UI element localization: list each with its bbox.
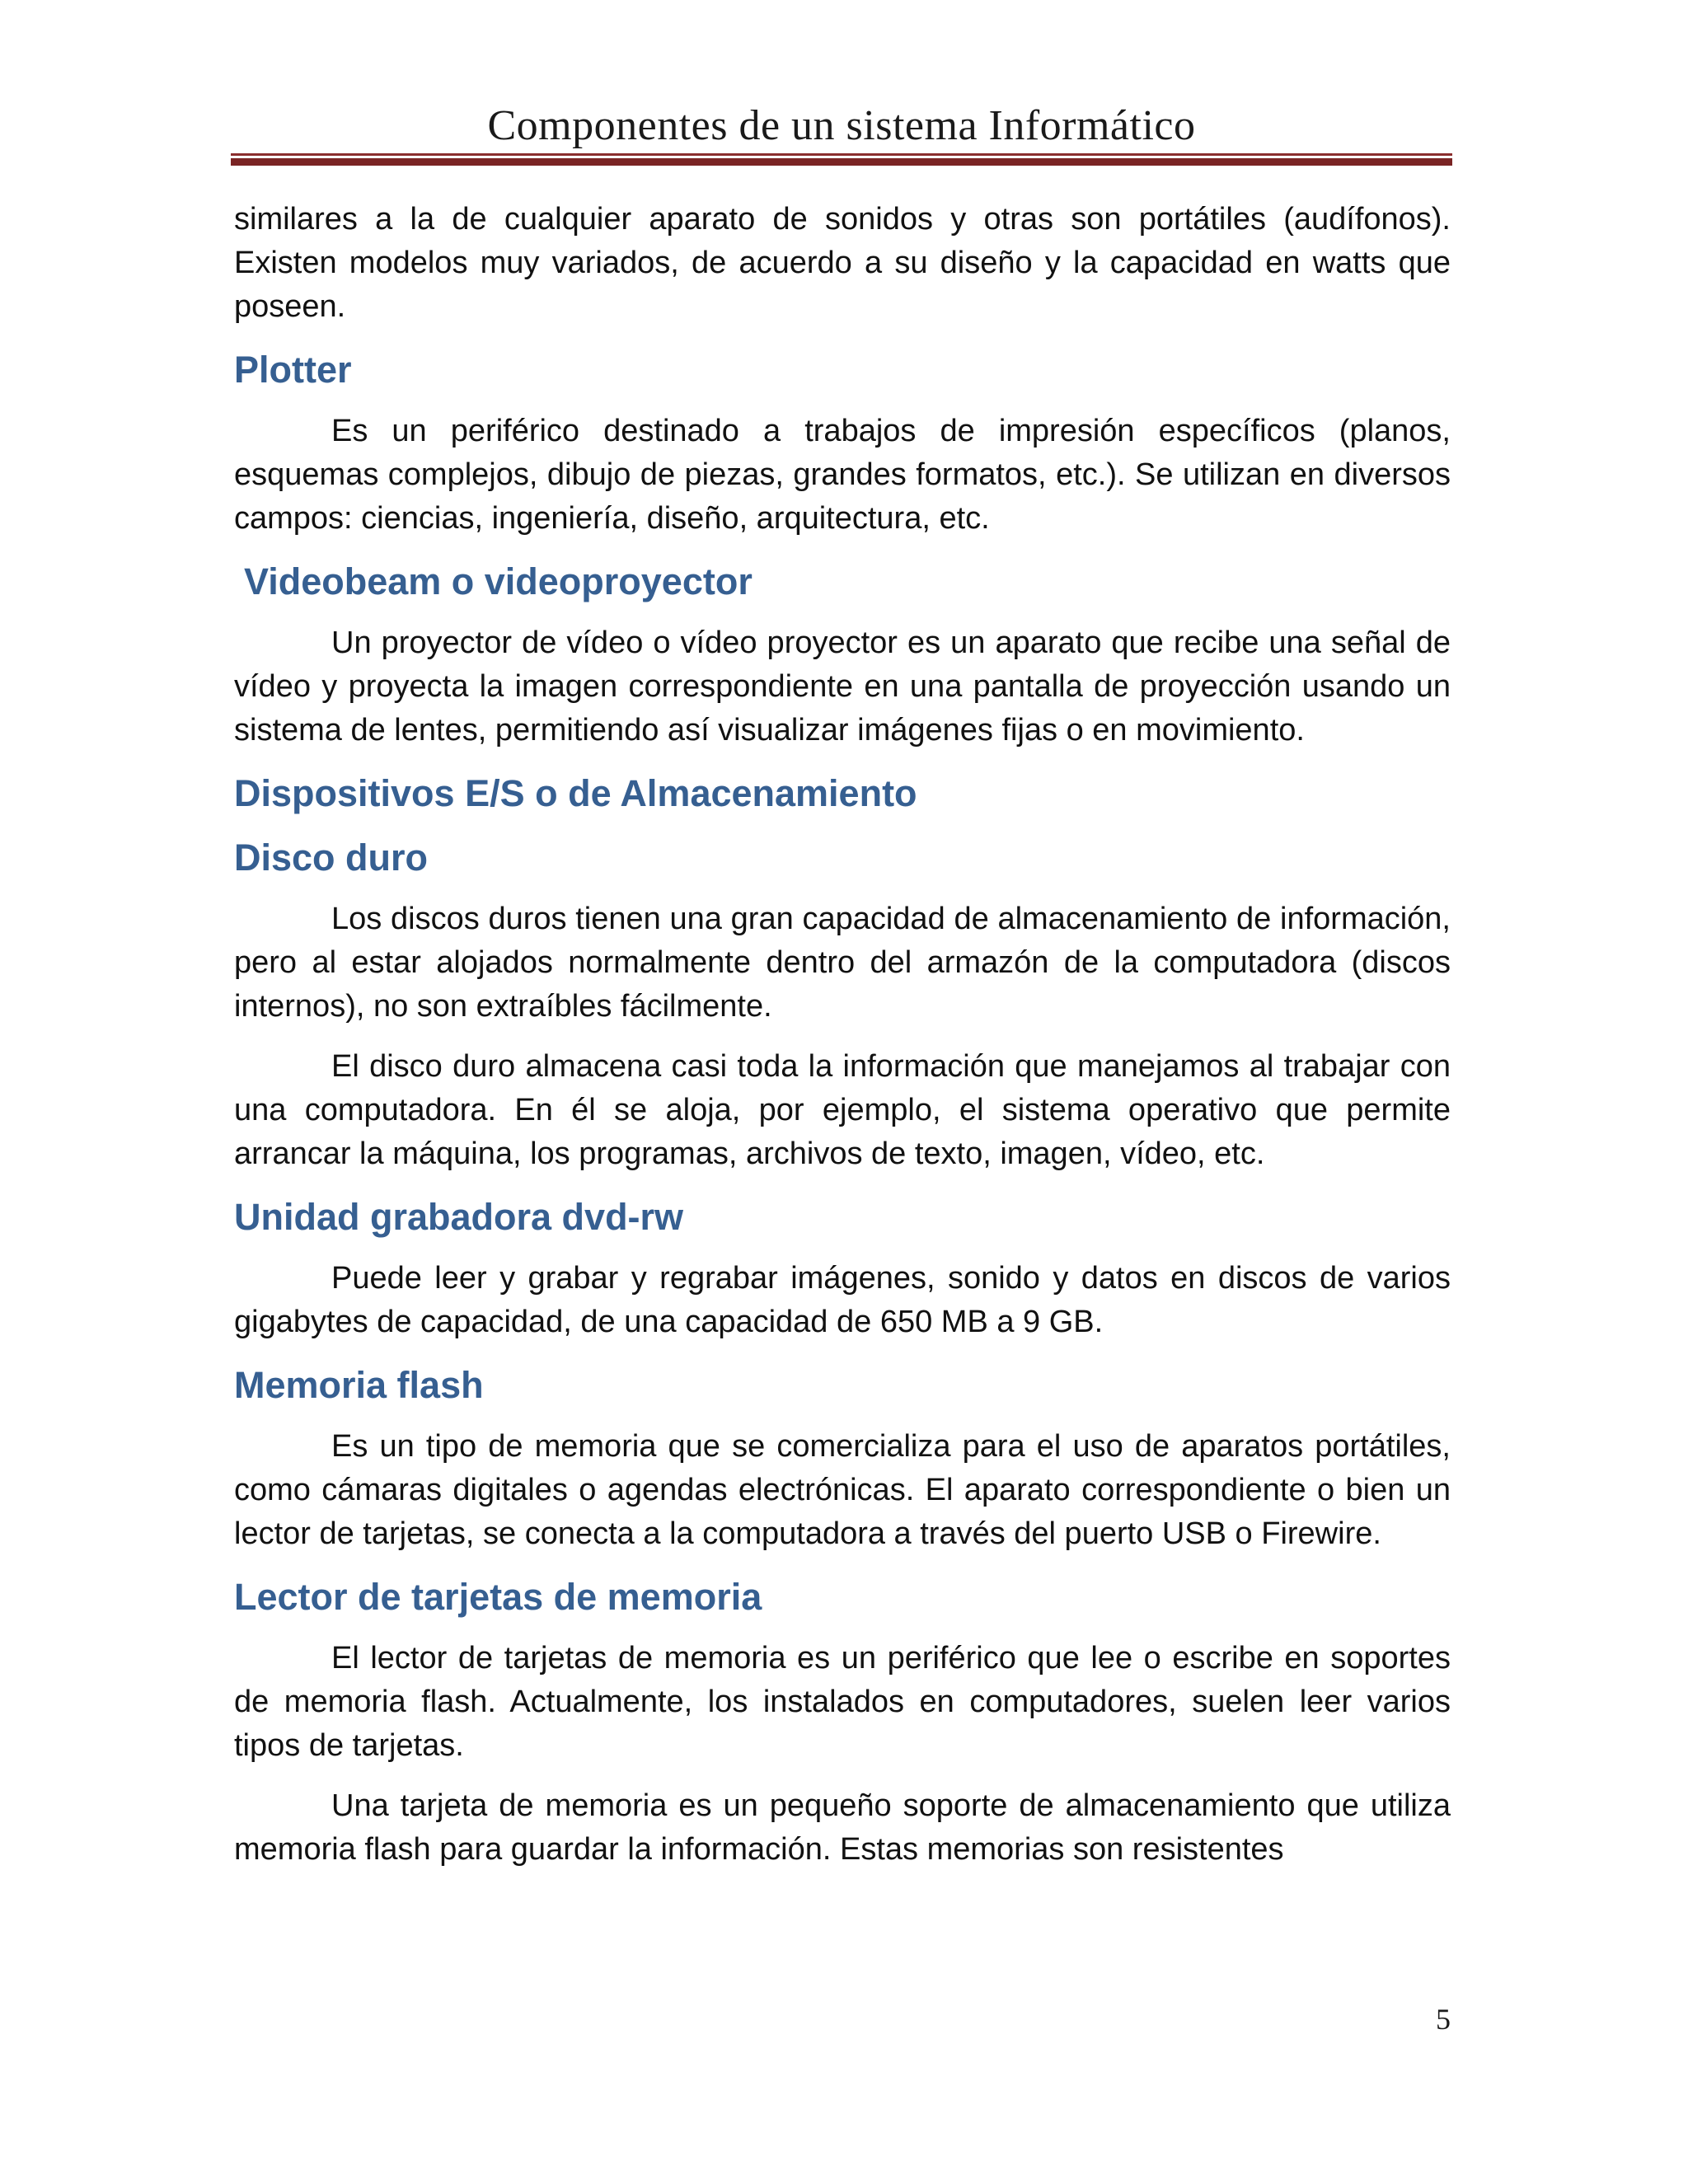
running-header-title: Componentes de un sistema Informático bbox=[487, 102, 1196, 149]
section-heading-card-reader: Lector de tarjetas de memoria bbox=[234, 1576, 762, 1618]
section-heading-storage: Dispositivos E/S o de Almacenamiento bbox=[234, 772, 917, 814]
plotter-paragraph: Es un periférico destinado a trabajos de impresión específicos (planos, esquemas complejos, dibujo de piezas, grandes formatos, etc.). Se utilizan en diversos campos: ciencias, ingeniería, diseño, arquitectura, etc. bbox=[234, 414, 1451, 536]
hard-disk-paragraph-2: El disco duro almacena casi toda la información que manejamos al trabajar con una computadora. En él se aloja, por ejemplo, el sistema operativo que permite arrancar la máquina, los programas, archivos de texto, imagen, vídeo, etc. bbox=[234, 1049, 1451, 1171]
section-heading-dvd: Unidad grabadora dvd-rw bbox=[234, 1196, 684, 1238]
header-rule-thin bbox=[231, 153, 1452, 156]
flash-paragraph: Es un tipo de memoria que se comercializa para el uso de aparatos portátiles, como cámaras digitales o agendas electrónicas. El aparato correspondiente o bien un lector de tarjetas, se conecta a la computadora a través del puerto USB o Firewire. bbox=[234, 1429, 1451, 1551]
intro-paragraph: similares a la de cualquier aparato de sonidos y otras son portátiles (audífonos). Existen modelos muy variados, de acuerdo a su diseño y la capacidad en watts que poseen. bbox=[234, 202, 1451, 324]
page-content bbox=[234, 198, 1451, 1888]
section-heading-plotter: Plotter bbox=[234, 349, 352, 391]
header-rule-thick bbox=[231, 158, 1452, 166]
section-heading-flash: Memoria flash bbox=[234, 1364, 484, 1406]
videobeam-paragraph: Un proyector de vídeo o vídeo proyector es un aparato que recibe una señal de vídeo y proyecta la imagen correspondiente en una pantalla de proyección usando un sistema de lentes, permitiendo así visualizar imágenes fijas o en movimiento. bbox=[234, 626, 1451, 748]
dvd-paragraph: Puede leer y grabar y regrabar imágenes, sonido y datos en discos de varios gigabytes de capacidad, de una capacidad de 650 MB a 9 GB. bbox=[234, 1261, 1451, 1339]
section-heading-videobeam: Videobeam o videoproyector bbox=[244, 560, 753, 602]
section-heading-hard-disk: Disco duro bbox=[234, 837, 429, 879]
hard-disk-paragraph-1: Los discos duros tienen una gran capacidad de almacenamiento de información, pero al estar alojados normalmente dentro del armazón de la computadora (discos internos), no son extraíbles fácilmente. bbox=[234, 902, 1451, 1024]
card-reader-paragraph-1: El lector de tarjetas de memoria es un periférico que lee o escribe en soportes de memoria flash. Actualmente, los instalados en computadores, suelen leer varios tipos de tarjetas. bbox=[234, 1641, 1451, 1763]
card-reader-paragraph-2: Una tarjeta de memoria es un pequeño soporte de almacenamiento que utiliza memoria flash para guardar la información. Estas memorias son resistentes bbox=[234, 1788, 1451, 1867]
page-number: 5 bbox=[1436, 2003, 1451, 2036]
